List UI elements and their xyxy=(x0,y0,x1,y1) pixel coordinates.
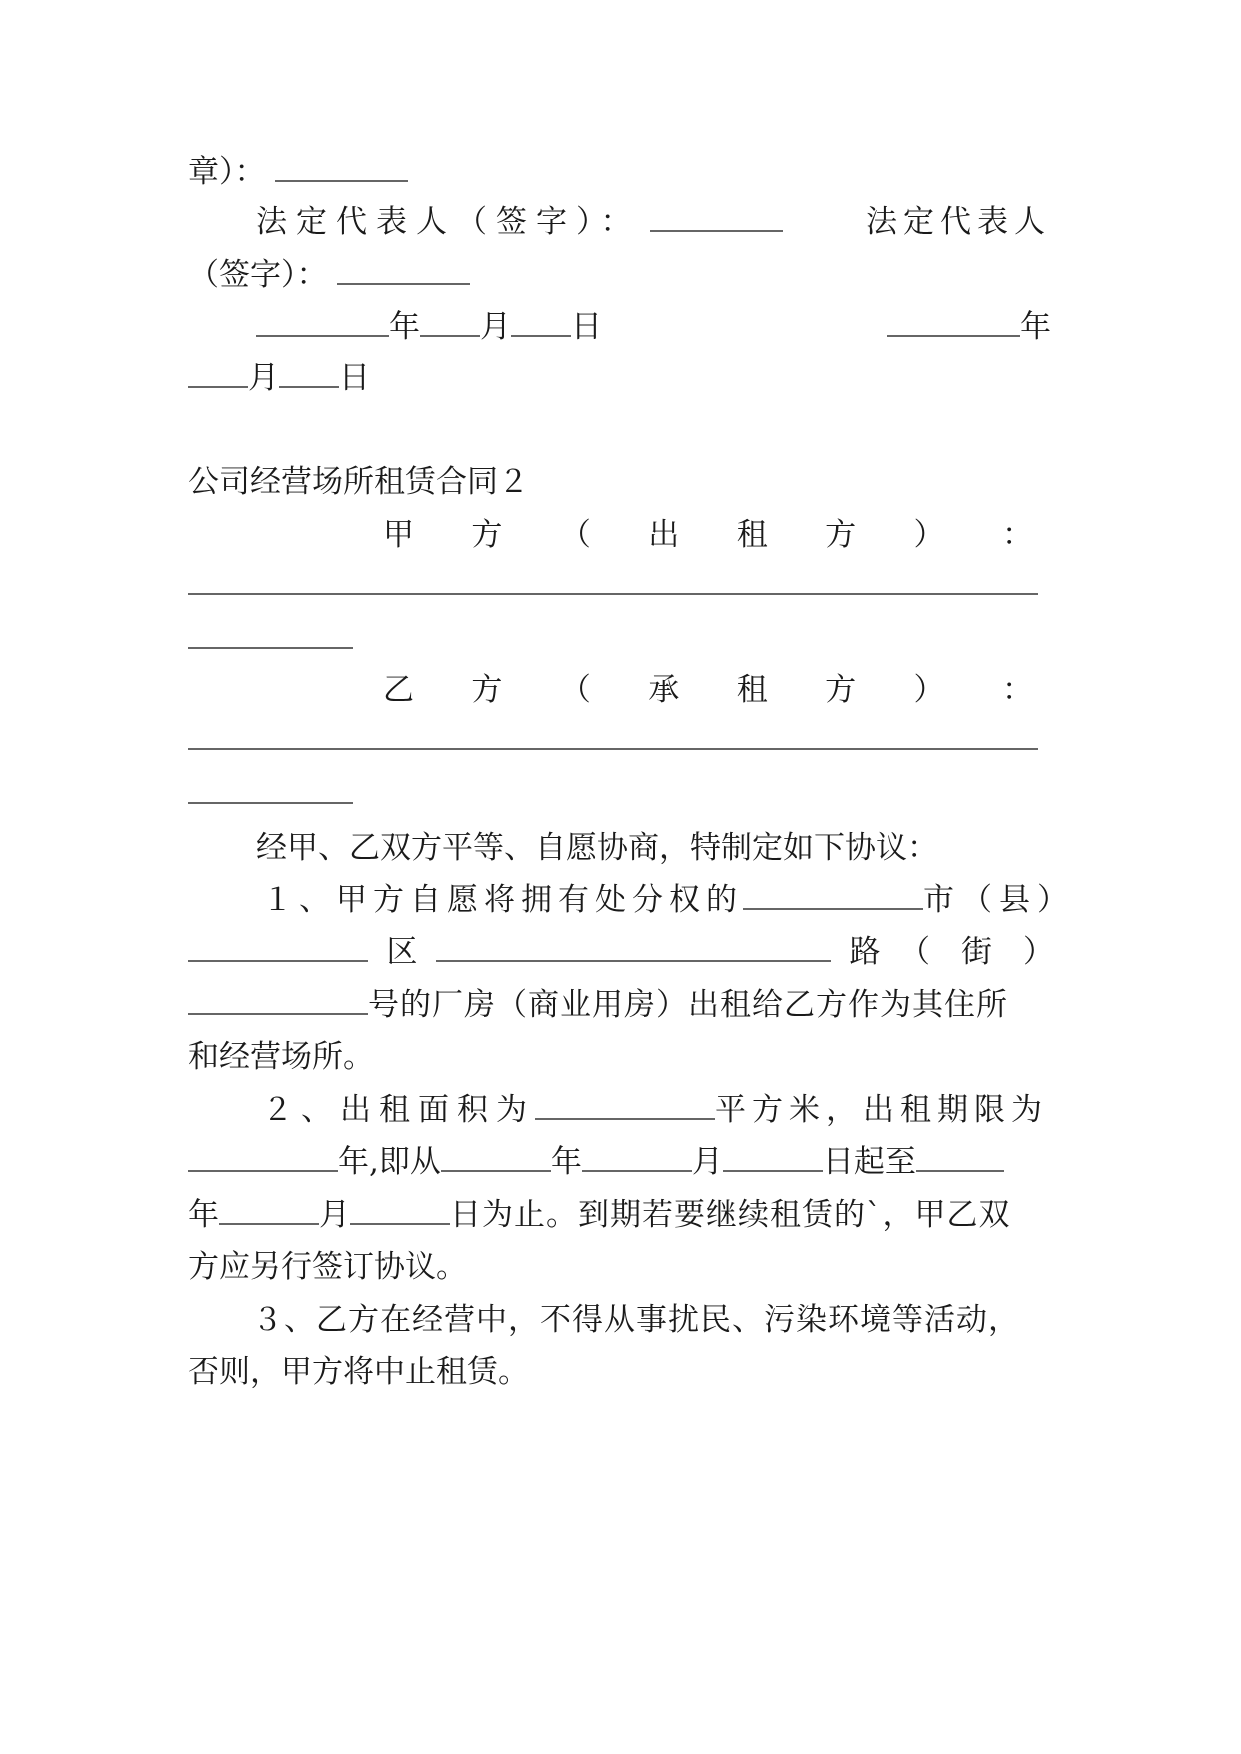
legal-rep-line xyxy=(256,202,1051,242)
legal-rep-right-line xyxy=(188,255,1054,295)
clause-1-line-4: 和经营场所。 xyxy=(188,1039,374,1075)
party-a-blank-2 xyxy=(188,647,353,649)
party-b-label: 乙 方 （ 承 租 方 ） ： xyxy=(383,672,1033,708)
party-b-blank-2 xyxy=(188,802,353,804)
clause-2-line-1: ２、出租面积为 平方米，出租期限为 xyxy=(262,1092,1048,1128)
legal-rep-right-cont: （签字）： xyxy=(188,257,328,293)
seal-blank xyxy=(275,154,408,182)
clause-1-line-2: 区 路 （ 街 ） xyxy=(188,932,1054,972)
legal-rep-right-label: 法定代表人 xyxy=(866,204,1051,240)
clause-3-line-2: 否则，甲方将中止租赁。 xyxy=(188,1354,529,1390)
party-b-blank-1 xyxy=(188,748,1038,750)
clause-2-line-2: 年,即从 年 月 日起至 xyxy=(188,1142,1054,1182)
party-a-label: 甲 方 （ 出 租 方 ） ： xyxy=(383,517,1033,553)
clause-1-line-3: 号的厂房（商业用房）出租给乙方作为其住所 xyxy=(188,985,1054,1025)
clause-3-line-1: ３、乙方在经营中，不得从事扰民、污染环境等活动， xyxy=(252,1302,1020,1338)
seal-label: 章）： xyxy=(188,154,266,190)
intro-text: 经甲、乙双方平等、自愿协商，特制定如下协议： xyxy=(256,830,938,866)
clause-2-line-4: 方应另行签订协议。 xyxy=(188,1249,467,1285)
legal-rep-right-blank xyxy=(337,257,470,285)
seal-line xyxy=(188,152,1054,192)
date-line xyxy=(256,307,1051,347)
date-left: 年 月 日 xyxy=(256,307,602,347)
party-a-blank-1 xyxy=(188,593,1038,595)
clause-1-line-1: １、甲方自愿将拥有处分权的 市（县） xyxy=(262,882,1075,918)
clause-2-line-3: 年 月 日为止。到期若要继续租赁的`，甲乙双 xyxy=(188,1197,1011,1233)
legal-rep-left-label: 法定代表人（签字）： xyxy=(256,204,641,240)
legal-rep-left-blank xyxy=(650,204,783,232)
date-line-cont: 月 日 xyxy=(188,358,1054,398)
contract-title: 公司经营场所租赁合同２ xyxy=(188,464,529,500)
date-right: 年 xyxy=(887,307,1051,347)
